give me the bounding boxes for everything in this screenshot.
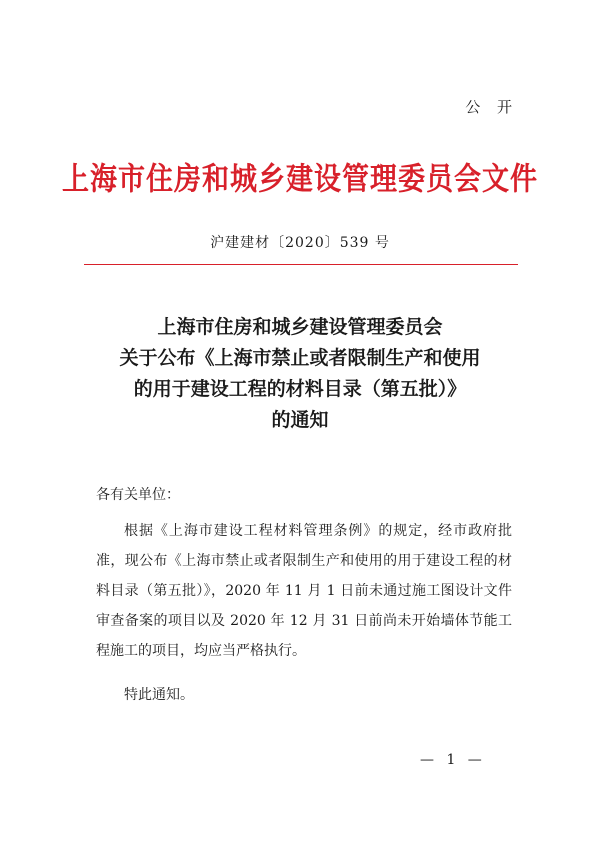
red-divider-line xyxy=(84,264,518,265)
title-line-4: 的通知 xyxy=(271,409,329,431)
title-line-3: 的用于建设工程的材料目录（第五批）》 xyxy=(133,378,467,400)
salutation: 各有关单位： xyxy=(96,487,180,503)
page-number: — 1 — xyxy=(420,752,486,768)
agency-header-title: 上海市住房和城乡建设管理委员会文件 xyxy=(62,162,538,198)
title-line-2: 关于公布《上海市禁止或者限制生产和使用 xyxy=(119,347,481,369)
body-paragraph: 根据《上海市建设工程材料管理条例》的规定，经市政府批准，现公布《上海市禁止或者限制生产和使用的用于建设工程的材料目录（第五批）》，2020 年 11 月 1 日前未通过施工图设计文件审查备案的项目以及 2020 年 12 月 31 日前尚未开始墙体节能工程施工的项目，均应当严格执行。 xyxy=(96,523,512,659)
closing-remark: 特此通知。 xyxy=(124,687,194,703)
title-line-1: 上海市住房和城乡建设管理委员会 xyxy=(157,316,443,338)
notice-title xyxy=(0,312,600,436)
document-number: 沪建建材〔2020〕539 号 xyxy=(210,235,390,251)
disclosure-label: 公 开 xyxy=(465,98,518,116)
